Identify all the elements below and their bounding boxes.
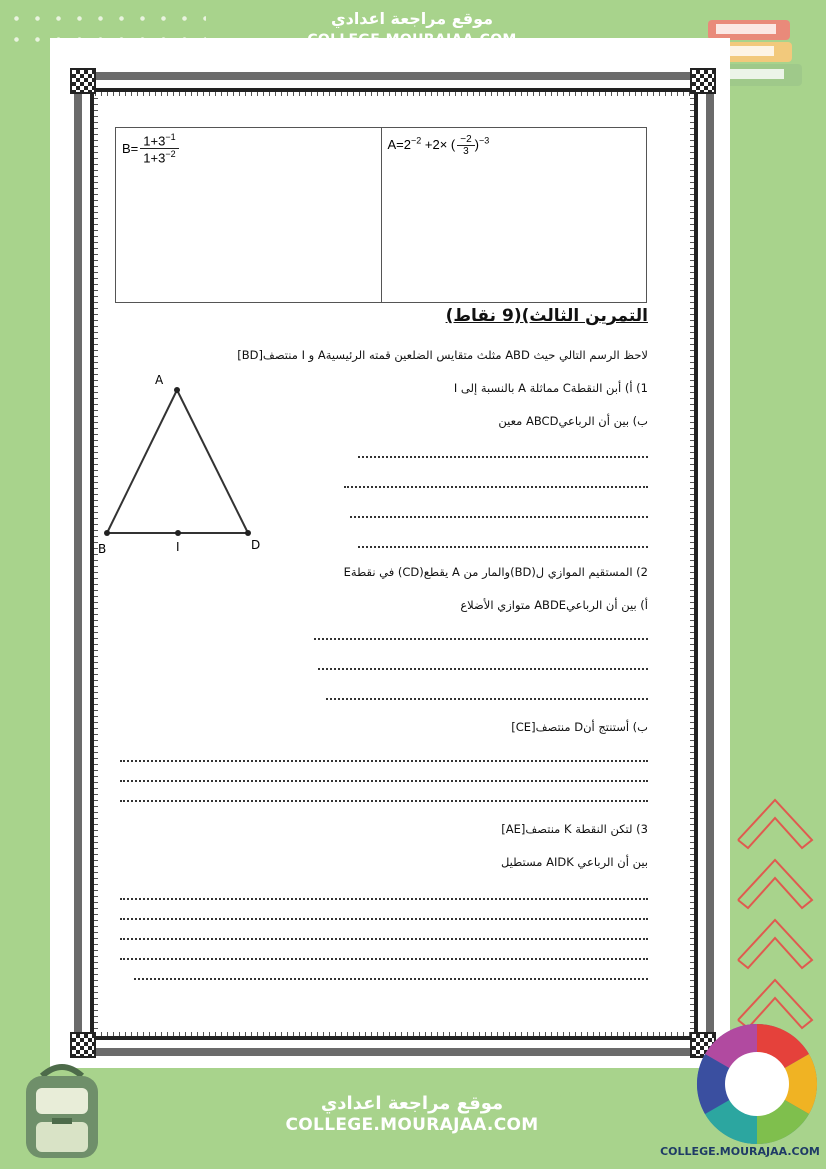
question-2a: أ) بين أن الرباعيABDE متوازي الأضلاع (460, 598, 648, 612)
answer-line (120, 774, 648, 782)
logo-caption[interactable]: COLLEGE.MOURAJAA.COM (660, 1145, 820, 1158)
fraction: $\frac{1+3^{-1}}{1+3^{-2}}$ (140, 132, 178, 166)
answer-line (120, 932, 648, 940)
side-ad (177, 390, 248, 533)
formula-cell-b (116, 128, 381, 302)
formula-b: B= $\frac{1+3^{-1}}{1+3^{-2}}$ (122, 132, 179, 166)
answer-line (120, 912, 648, 920)
answer-line (350, 510, 648, 518)
site-name-footer: موقع مراجعة اعدادي (320, 1093, 504, 1114)
question-1b: ب) بين أن الرباعيABCD معين (498, 414, 648, 428)
point-d (245, 530, 251, 536)
point-i (175, 530, 181, 536)
point-a (174, 387, 180, 393)
backpack-icon (12, 1058, 112, 1163)
answer-line (358, 450, 648, 458)
label-d: D (251, 538, 261, 552)
question-3: 3) لتكن النقطة K منتصف[AE] (501, 822, 648, 836)
chevron-up-icon (730, 790, 820, 1040)
subjects-wheel-logo (695, 1022, 819, 1146)
answer-line (326, 692, 648, 700)
answer-line (134, 972, 648, 980)
side-ab (107, 390, 177, 533)
answer-line (314, 632, 648, 640)
formula-table (115, 127, 647, 303)
question-2: 2) المستقيم الموازي ل(BD)والمار من A يقطع(CD) في نقطةE (343, 565, 648, 579)
label-a: A (155, 373, 164, 387)
question-2b: ب) أستنتج أنD منتصف[CE] (511, 720, 648, 734)
frame-corner (70, 68, 96, 94)
exercise-title: التمرين الثالث)(9 نقاط) (445, 306, 648, 326)
question-1a: 1) أ) أبن النقطةC مماثلة A بالنسبة إلى I (453, 381, 648, 395)
exercise-intro: لاحظ الرسم التالي حيث ABD مثلث متقايس الضلعين قمته الرئيسيةA و I منتصف[BD] (237, 348, 648, 362)
footer-banner (262, 1075, 562, 1155)
question-3a: بين أن الرباعي AIDK مستطيل (500, 855, 648, 869)
answer-line (358, 540, 648, 548)
answer-line (120, 892, 648, 900)
site-name: موقع مراجعة اعدادي (330, 9, 494, 28)
answer-line (120, 952, 648, 960)
triangle-figure (95, 370, 275, 560)
formula-a: $A=2^{-2} +2\times$ ( $\frac{-2}{3}$ )$^{-3}$ (387, 134, 490, 157)
frame-corner (690, 68, 716, 94)
answer-line (318, 662, 648, 670)
formula-cell-a (381, 128, 647, 302)
point-b (104, 530, 110, 536)
answer-line (120, 794, 648, 802)
label-i: I (176, 540, 180, 554)
answer-line (120, 754, 648, 762)
frame-corner (70, 1032, 96, 1058)
site-url-footer[interactable]: COLLEGE.MOURAJAA.COM (285, 1115, 539, 1135)
answer-line (344, 480, 648, 488)
label-b: B (98, 542, 107, 556)
